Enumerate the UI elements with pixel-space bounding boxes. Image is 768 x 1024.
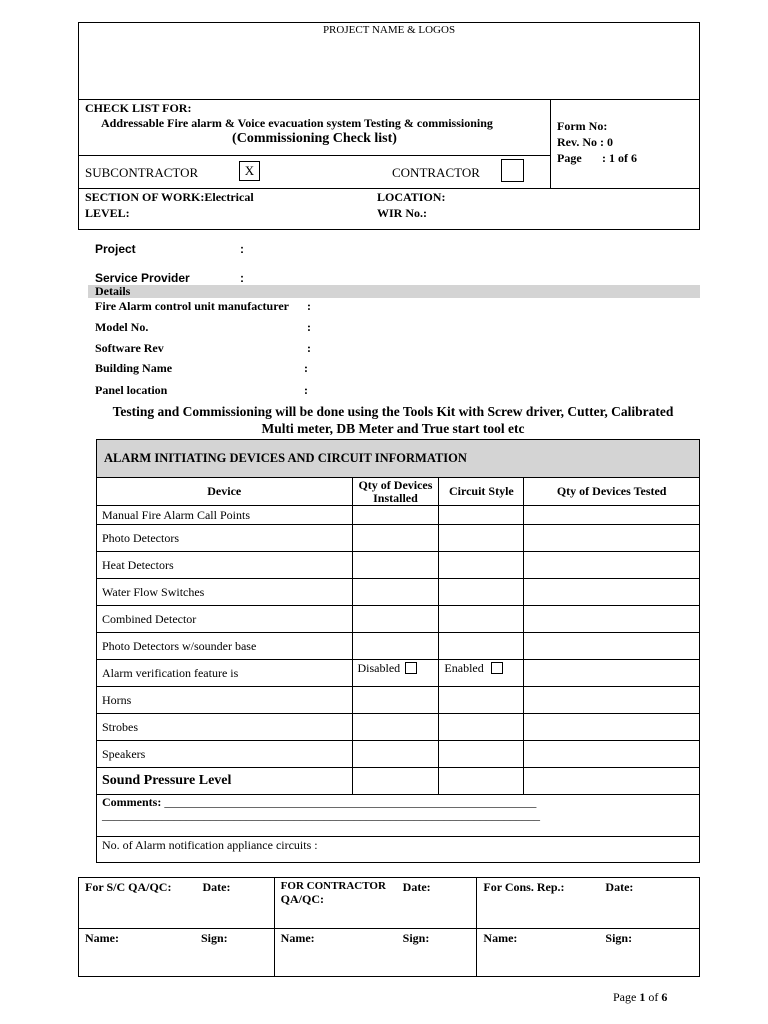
qty-tested-cell[interactable] bbox=[524, 525, 700, 552]
sc-name-label: Name: bbox=[85, 931, 119, 945]
qty-installed-cell[interactable] bbox=[352, 741, 439, 768]
device-name: Alarm verification feature is bbox=[97, 660, 353, 687]
qty-tested-cell[interactable] bbox=[524, 506, 700, 525]
subcontractor-checkbox[interactable] bbox=[239, 161, 260, 181]
alarm-verification-disabled-cell bbox=[352, 660, 439, 687]
circuit-style-cell[interactable] bbox=[439, 606, 524, 633]
qty-installed-cell[interactable] bbox=[352, 714, 439, 741]
cons-rep-cell[interactable] bbox=[477, 878, 700, 929]
alarm-verification-enabled-cell bbox=[439, 660, 524, 687]
qty-installed-cell[interactable] bbox=[352, 579, 439, 606]
devices-table bbox=[96, 439, 700, 863]
contractor-name-sign-cell[interactable] bbox=[274, 929, 477, 977]
table-row bbox=[97, 606, 700, 633]
system-description: Addressable Fire alarm & Voice evacuation system Testing & commissioning bbox=[101, 116, 493, 130]
circuit-style-cell[interactable] bbox=[439, 525, 524, 552]
contractor-date-label: Date: bbox=[402, 880, 431, 894]
circuit-style-cell[interactable] bbox=[439, 579, 524, 606]
footer-page-total: 6 bbox=[661, 990, 668, 1004]
table-row bbox=[97, 741, 700, 768]
disabled-label: Disabled bbox=[357, 661, 401, 675]
table-row bbox=[97, 768, 700, 795]
sc-qaqc-label: For S/C QA/QC: bbox=[85, 880, 172, 894]
subcontractor-mark: X bbox=[244, 163, 255, 178]
page-label: Page bbox=[557, 151, 582, 165]
qty-tested-cell[interactable] bbox=[524, 579, 700, 606]
qty-tested-cell[interactable] bbox=[524, 714, 700, 741]
details-bar bbox=[88, 285, 700, 298]
tools-note-line2: Multi meter, DB Meter and True start tool etc bbox=[261, 421, 525, 436]
table-row bbox=[97, 714, 700, 741]
footer-of: of bbox=[645, 990, 662, 1004]
subcontractor-label: SUBCONTRACTOR bbox=[85, 165, 199, 180]
device-name: Photo Detectors bbox=[97, 525, 353, 552]
sc-sign-label: Sign: bbox=[201, 931, 228, 945]
table-row bbox=[97, 579, 700, 606]
device-name: Photo Detectors w/sounder base bbox=[97, 633, 353, 660]
tools-note-line1: Testing and Commissioning will be done using the Tools Kit with Screw driver, Cutter, Calibrated bbox=[112, 404, 674, 419]
qty-installed-cell[interactable] bbox=[352, 687, 439, 714]
enabled-label: Enabled bbox=[444, 661, 484, 675]
qty-installed-cell[interactable] bbox=[352, 506, 439, 525]
device-name: Heat Detectors bbox=[97, 552, 353, 579]
wir-no-label: WIR No.: bbox=[377, 206, 427, 220]
signature-table bbox=[78, 877, 700, 977]
cons-rep-sign-label: Sign: bbox=[605, 931, 633, 945]
service-provider-label: Service Provider bbox=[95, 271, 190, 285]
sc-qaqc-cell[interactable] bbox=[79, 878, 275, 929]
project-colon: : bbox=[240, 242, 244, 256]
detail-field-panel: Panel location bbox=[95, 383, 168, 397]
device-name: Horns bbox=[97, 687, 353, 714]
detail-field-manufacturer: Fire Alarm control unit manufacturer bbox=[95, 299, 289, 313]
qty-tested-cell[interactable] bbox=[524, 633, 700, 660]
circuit-style-cell[interactable] bbox=[439, 506, 524, 525]
page-footer bbox=[613, 990, 667, 1005]
contractor-qaqc-label: FOR CONTRACTOR bbox=[280, 880, 386, 892]
details-title: Details bbox=[95, 284, 131, 298]
comments-line: ______________________________________________________________ bbox=[164, 795, 537, 809]
device-name: Speakers bbox=[97, 741, 353, 768]
contractor-name-label: Name: bbox=[280, 931, 315, 945]
qty-installed-cell[interactable] bbox=[352, 552, 439, 579]
cons-rep-name-sign-cell[interactable] bbox=[477, 929, 700, 977]
disabled-checkbox[interactable] bbox=[405, 662, 417, 674]
detail-field-software: Software Rev bbox=[95, 341, 164, 355]
table-row bbox=[97, 660, 700, 687]
qty-installed-cell[interactable] bbox=[352, 606, 439, 633]
nac-count: No. of Alarm notification appliance circuits : bbox=[97, 837, 700, 863]
qty-installed-cell[interactable] bbox=[352, 633, 439, 660]
table-row bbox=[97, 506, 700, 525]
form-no: Form No: bbox=[557, 119, 608, 133]
cons-rep-date-label: Date: bbox=[605, 880, 634, 894]
detail-field-model: Model No. bbox=[95, 320, 149, 334]
contractor-sign-label: Sign: bbox=[402, 931, 430, 945]
comments-cell[interactable] bbox=[97, 795, 700, 837]
qty-tested-cell[interactable] bbox=[524, 660, 700, 687]
sc-date-label: Date: bbox=[202, 880, 231, 894]
service-provider-colon: : bbox=[240, 271, 244, 285]
contractor-label: CONTRACTOR bbox=[392, 165, 480, 180]
detail-colon: : bbox=[307, 341, 311, 355]
qty-tested-cell[interactable] bbox=[524, 687, 700, 714]
device-name-sound-pressure: Sound Pressure Level bbox=[97, 768, 353, 795]
qty-installed-cell[interactable] bbox=[352, 768, 439, 795]
table-row bbox=[97, 687, 700, 714]
footer-page-num: 1 bbox=[639, 990, 646, 1004]
device-name: Water Flow Switches bbox=[97, 579, 353, 606]
detail-colon: : bbox=[307, 299, 311, 313]
circuit-style-cell[interactable] bbox=[439, 633, 524, 660]
detail-colon: : bbox=[304, 383, 308, 397]
circuit-style-cell[interactable] bbox=[439, 687, 524, 714]
circuit-style-cell[interactable] bbox=[439, 741, 524, 768]
contractor-checkbox[interactable] bbox=[501, 159, 524, 182]
circuit-style-cell[interactable] bbox=[439, 714, 524, 741]
checklist-type: (Commissioning Check list) bbox=[232, 131, 397, 146]
qty-installed-cell[interactable] bbox=[352, 525, 439, 552]
detail-colon: : bbox=[307, 320, 311, 334]
qty-tested-cell[interactable] bbox=[524, 552, 700, 579]
device-name: Strobes bbox=[97, 714, 353, 741]
enabled-checkbox[interactable] bbox=[491, 662, 503, 674]
qty-tested-cell[interactable] bbox=[524, 741, 700, 768]
sc-name-sign-cell[interactable] bbox=[79, 929, 275, 977]
detail-colon: : bbox=[304, 361, 308, 375]
device-name: Manual Fire Alarm Call Points bbox=[97, 506, 353, 525]
devices-table-title: ALARM INITIATING DEVICES AND CIRCUIT INFORMATION bbox=[97, 440, 700, 478]
device-name: Combined Detector bbox=[97, 606, 353, 633]
level-label: LEVEL: bbox=[85, 206, 130, 220]
comments-label: Comments: bbox=[102, 795, 162, 809]
footer-page-label: Page bbox=[613, 990, 640, 1004]
qty-tested-cell[interactable] bbox=[524, 768, 700, 795]
page-value: : 1 of 6 bbox=[602, 151, 637, 165]
section-of-work: SECTION OF WORK:Electrical bbox=[85, 190, 254, 204]
cons-rep-name-label: Name: bbox=[483, 931, 518, 945]
detail-field-building: Building Name bbox=[95, 361, 173, 375]
qty-tested-cell[interactable] bbox=[524, 606, 700, 633]
column-header-circuit-style: Circuit Style bbox=[439, 478, 524, 506]
cons-rep-label: For Cons. Rep.: bbox=[483, 880, 565, 894]
table-row bbox=[97, 525, 700, 552]
table-row bbox=[97, 552, 700, 579]
column-header-device: Device bbox=[97, 478, 353, 506]
column-header-qty-installed: Qty of Devices Installed bbox=[352, 478, 439, 506]
comments-line: _________________________________________________________________________ bbox=[102, 808, 540, 822]
project-label: Project bbox=[95, 242, 136, 256]
contractor-qaqc-label-2: QA/QC: bbox=[280, 892, 325, 906]
location-label: LOCATION: bbox=[377, 190, 446, 204]
rev-no: Rev. No : 0 bbox=[557, 135, 613, 149]
circuit-style-cell[interactable] bbox=[439, 768, 524, 795]
circuit-style-cell[interactable] bbox=[439, 552, 524, 579]
contractor-qaqc-cell[interactable] bbox=[274, 878, 477, 929]
column-header-qty-tested: Qty of Devices Tested bbox=[524, 478, 700, 506]
project-logos-title: PROJECT NAME & LOGOS bbox=[322, 24, 456, 36]
table-row bbox=[97, 633, 700, 660]
checklist-label: CHECK LIST FOR: bbox=[85, 101, 192, 115]
